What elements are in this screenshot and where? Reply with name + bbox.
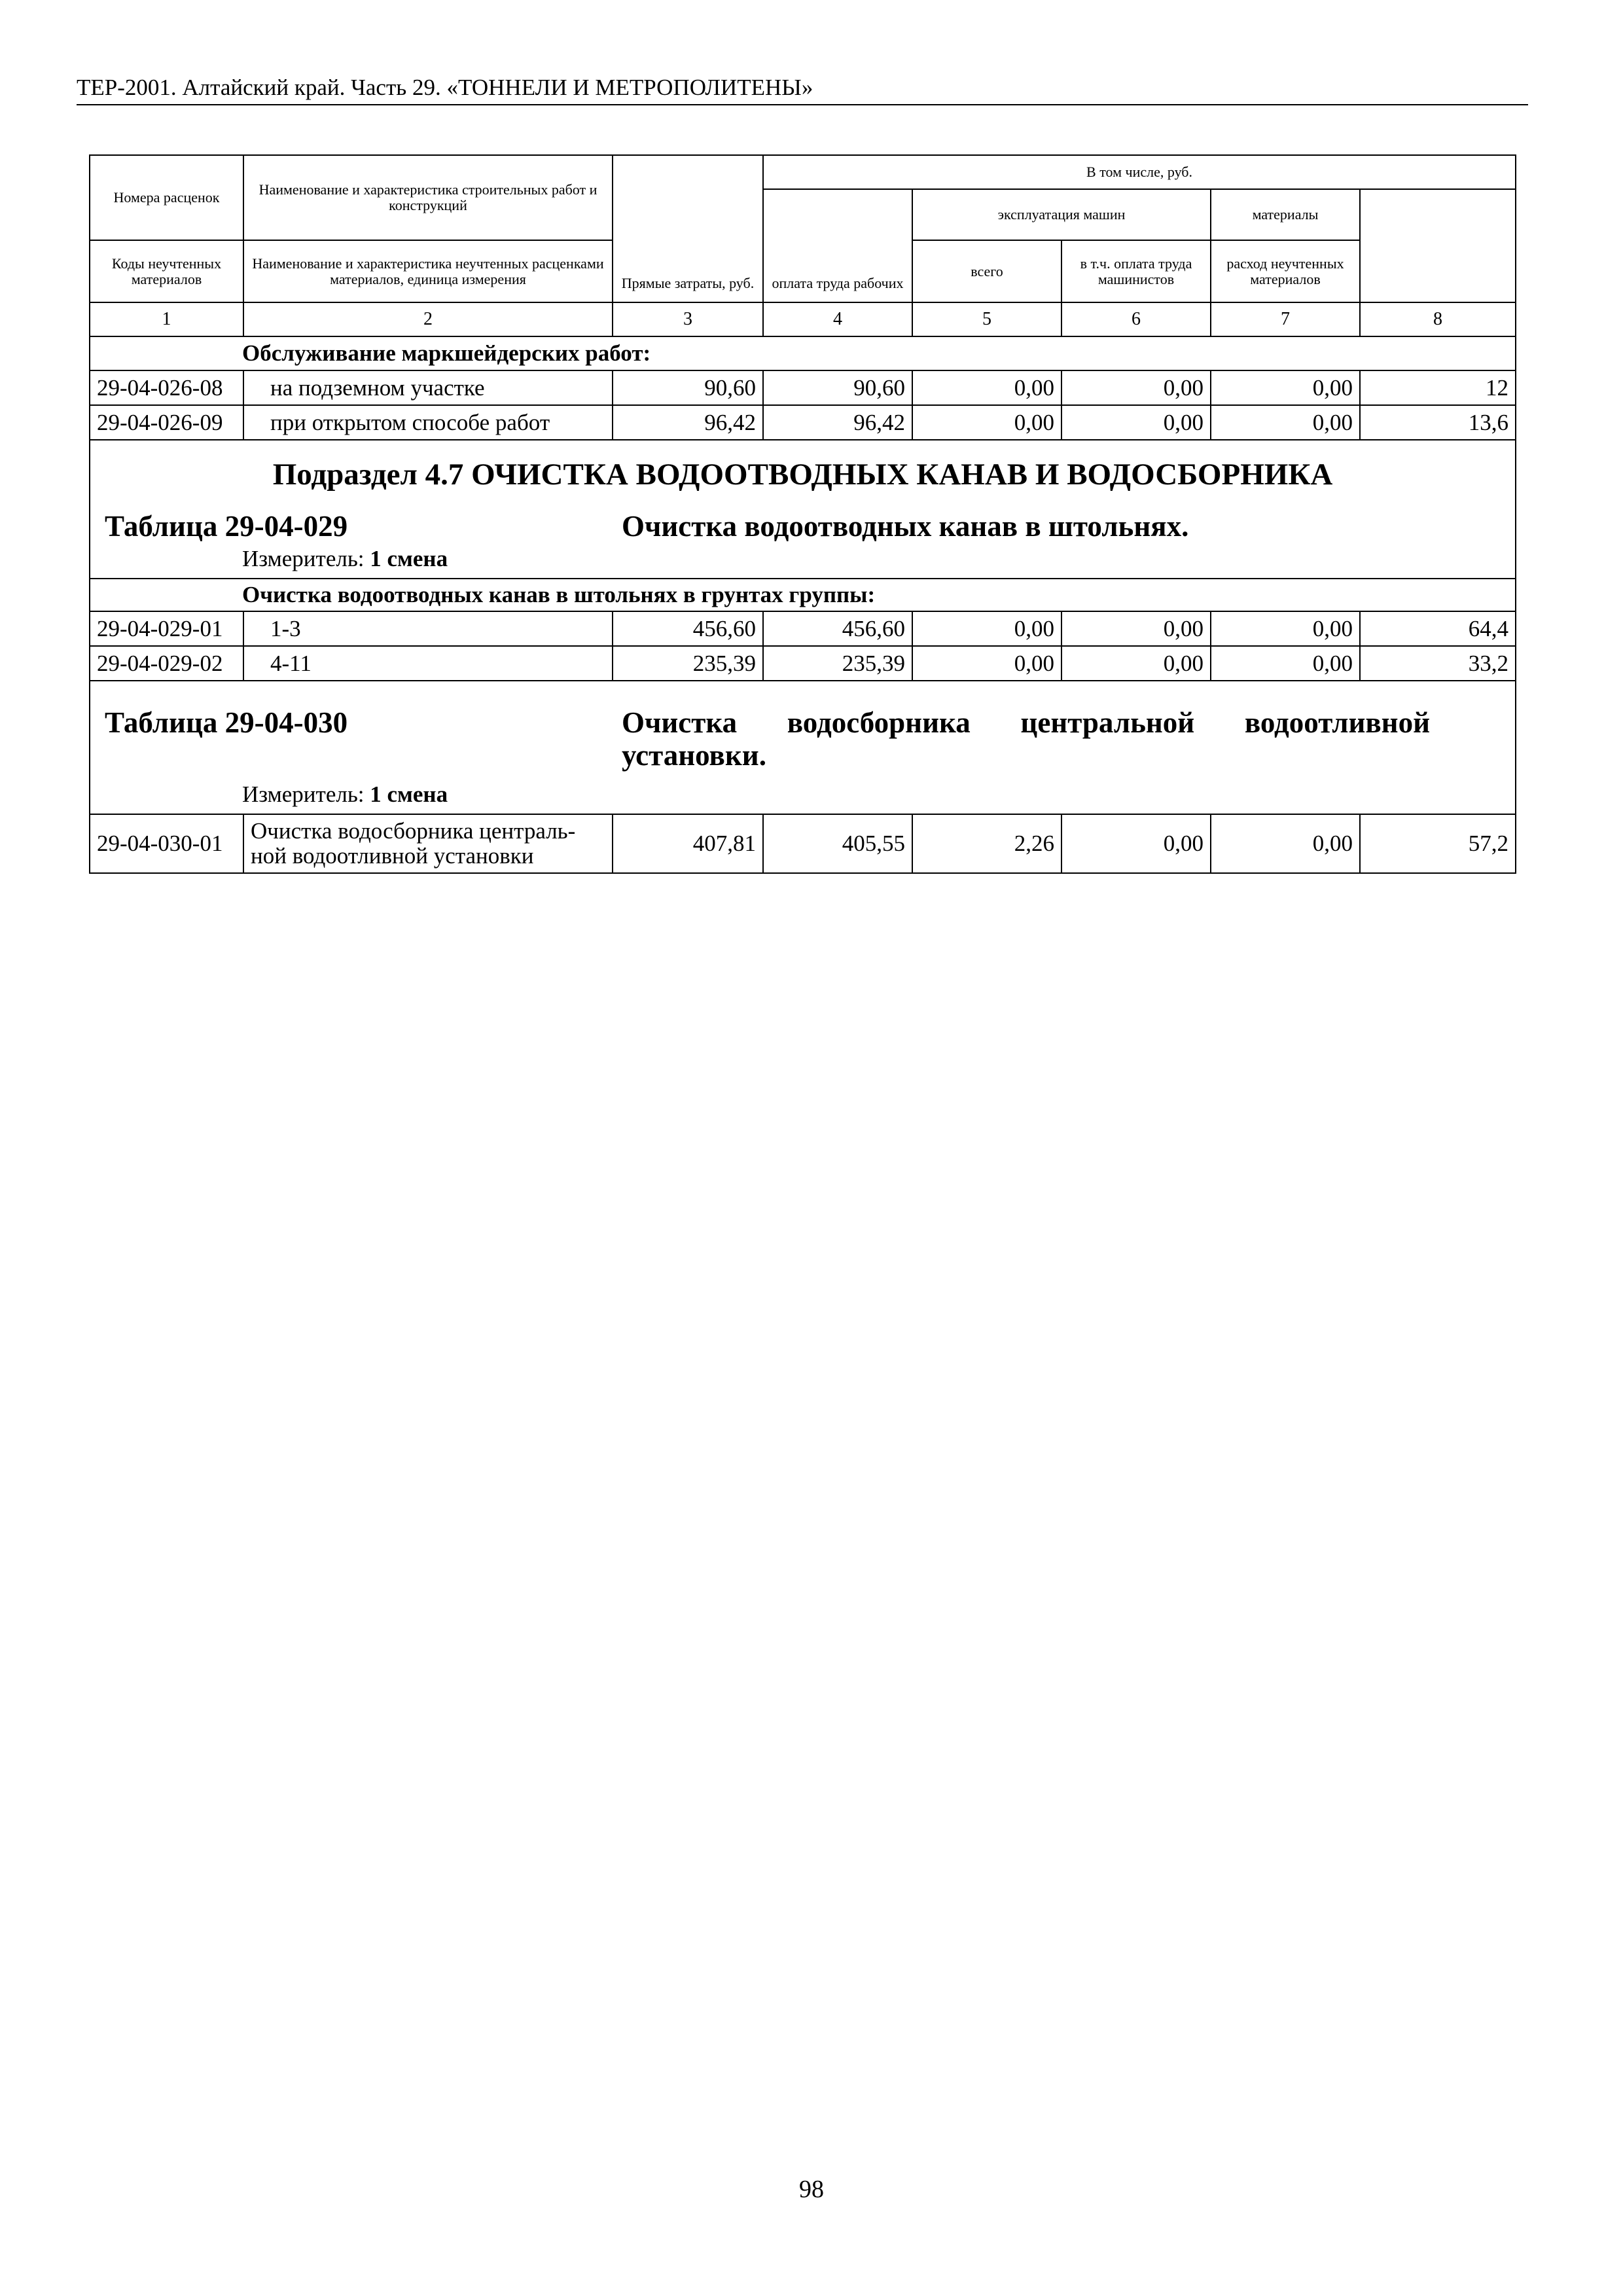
- rate-code: 29-04-026-08: [90, 370, 243, 405]
- column-number: 8: [1360, 302, 1516, 336]
- machines-total: 0,00: [912, 370, 1061, 405]
- labor-hours: 57,2: [1360, 814, 1516, 873]
- materials-consumption: 0,00: [1211, 814, 1360, 873]
- table-row: [90, 370, 1516, 405]
- table-030-block: [90, 681, 1516, 814]
- labor-pay: 405,55: [763, 814, 912, 873]
- column-number: 5: [912, 302, 1061, 336]
- labor-hours: 33,2: [1360, 646, 1516, 681]
- col2-header-top: Наименование и характеристика строительных работ и конструкций: [243, 155, 613, 240]
- machinists-pay: 0,00: [1061, 814, 1211, 873]
- group-label: Очистка водоотводных канав в штольнях в грунтах группы:: [90, 579, 1516, 611]
- rate-code: 29-04-029-02: [90, 646, 243, 681]
- table-name: Очистка водоотводных канав в штольнях.: [622, 510, 1189, 543]
- machinists-pay: 0,00: [1061, 405, 1211, 440]
- machinists-pay: 0,00: [1061, 370, 1211, 405]
- table-row: [90, 405, 1516, 440]
- machinists-pay: 0,00: [1061, 646, 1211, 681]
- materials-consumption: 0,00: [1211, 646, 1360, 681]
- direct-costs: 235,39: [613, 646, 763, 681]
- machines-total: 2,26: [912, 814, 1061, 873]
- materials-consumption: 0,00: [1211, 370, 1360, 405]
- column-number: 1: [90, 302, 243, 336]
- work-name: 4-11: [243, 646, 613, 681]
- labor-pay: 235,39: [763, 646, 912, 681]
- direct-costs: 90,60: [613, 370, 763, 405]
- direct-costs: 96,42: [613, 405, 763, 440]
- rate-code: 29-04-026-09: [90, 405, 243, 440]
- table-title: [90, 510, 1515, 543]
- work-name: 1-3: [243, 611, 613, 646]
- measure-value: 1 смена: [370, 781, 448, 807]
- machinists-pay: 0,00: [1061, 611, 1211, 646]
- subsection-block: [90, 440, 1516, 579]
- table-title: [90, 706, 1515, 772]
- measure-value: 1 смена: [370, 546, 448, 571]
- measure: [242, 781, 1515, 808]
- direct-costs: 456,60: [613, 611, 763, 646]
- col2-header-bottom: Наименование и характеристика неучтенных расценками материалов, единица измерения: [243, 240, 613, 302]
- work-name: при открытом способе работ: [243, 405, 613, 440]
- page-number: 98: [799, 2176, 824, 2203]
- measure-label: Измеритель:: [242, 781, 365, 807]
- machines-total: 0,00: [912, 646, 1061, 681]
- materials-consumption: 0,00: [1211, 611, 1360, 646]
- materials-consumption: 0,00: [1211, 405, 1360, 440]
- column-number: 7: [1211, 302, 1360, 336]
- rate-code: 29-04-030-01: [90, 814, 243, 873]
- subsection-title: Подраздел 4.7 ОЧИСТКА ВОДООТВОДНЫХ КАНАВ И ВОДОСБОРНИКА: [272, 457, 1333, 492]
- labor-hours: 64,4: [1360, 611, 1516, 646]
- table-number: Таблица 29-04-029: [105, 510, 348, 543]
- machines-total: 0,00: [912, 405, 1061, 440]
- col1-header-bottom: Коды неучтенных материалов: [90, 240, 243, 302]
- rates-table: [89, 154, 1516, 874]
- col6-header: в т.ч. оплата труда машинистов: [1061, 240, 1211, 302]
- direct-costs: 407,81: [613, 814, 763, 873]
- work-name-line: ной водоотливной установки: [251, 843, 534, 869]
- table-name: Очистка водосборника центральной водоотливной установки.: [622, 706, 1431, 772]
- materials-header: материалы: [1211, 189, 1360, 240]
- measure-label: Измеритель:: [242, 546, 365, 571]
- col3-header: Прямые затраты, руб.: [613, 155, 763, 302]
- labor-hours: 12: [1360, 370, 1516, 405]
- col1-header-top: Номера расценок: [90, 155, 243, 240]
- column-numbers-row: [90, 302, 1516, 336]
- running-header: ТЕР-2001. Алтайский край. Часть 29. «ТОННЕЛИ И МЕТРОПОЛИТЕНЫ»: [77, 73, 1528, 105]
- labor-hours: 13,6: [1360, 405, 1516, 440]
- machines-total: 0,00: [912, 611, 1061, 646]
- table-row: [90, 814, 1516, 873]
- column-number: 6: [1061, 302, 1211, 336]
- table-number: Таблица 29-04-030: [105, 706, 348, 739]
- labor-pay: 90,60: [763, 370, 912, 405]
- rate-code: 29-04-029-01: [90, 611, 243, 646]
- col7-header: расход неучтенных материалов: [1211, 240, 1360, 302]
- labor-pay: 96,42: [763, 405, 912, 440]
- work-name-line: Очистка водосборника централь-: [251, 818, 576, 844]
- measure: [242, 545, 1515, 573]
- including-header: В том числе, руб.: [763, 155, 1516, 189]
- section-label: Обслуживание маркшейдерских работ:: [90, 336, 1516, 370]
- labor-pay: 456,60: [763, 611, 912, 646]
- column-number: 4: [763, 302, 912, 336]
- col5-header: всего: [912, 240, 1061, 302]
- col4-header: оплата труда рабочих: [763, 189, 912, 302]
- table-row: [90, 646, 1516, 681]
- column-number: 3: [613, 302, 763, 336]
- work-name: на подземном участке: [243, 370, 613, 405]
- table-row: [90, 611, 1516, 646]
- work-name: [243, 814, 613, 873]
- machines-header: эксплуатация машин: [912, 189, 1211, 240]
- column-number: 2: [243, 302, 613, 336]
